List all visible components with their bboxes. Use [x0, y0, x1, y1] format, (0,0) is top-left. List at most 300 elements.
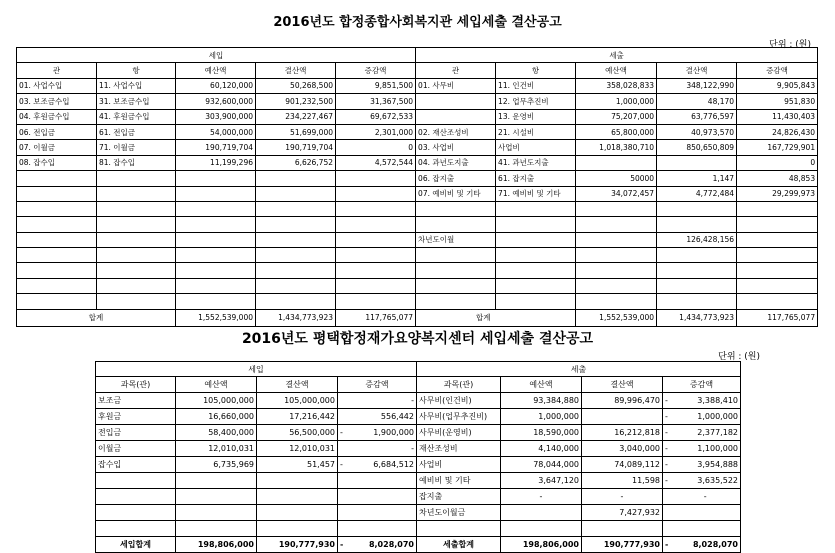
doc1-cell — [576, 232, 657, 247]
doc1-title: 2016년도 합정종합사회복지관 세입세출 결산공고 — [273, 15, 562, 30]
doc2-cell: - — [582, 489, 663, 505]
doc1-cell — [496, 278, 576, 293]
doc2-total-cell: 8,028,070 — [671, 537, 741, 553]
doc1-table-row — [17, 263, 818, 278]
doc2-cell: 후원금 — [96, 409, 176, 425]
doc1-cell — [256, 232, 336, 247]
doc1-cell — [336, 217, 416, 232]
doc2-total-cell: 8,028,070 — [346, 537, 417, 553]
doc2-cell — [338, 489, 346, 505]
doc2-cell — [257, 489, 338, 505]
doc1-cell — [737, 263, 818, 278]
doc2-cell — [96, 521, 176, 537]
doc1-cell — [416, 94, 496, 109]
doc2-cell: 1,100,000 — [671, 441, 741, 457]
doc1-cell: 75,207,000 — [576, 109, 657, 124]
doc1-cell — [336, 171, 416, 186]
doc1-cell: 13. 운영비 — [496, 109, 576, 124]
doc2-cell: 1,900,000 — [346, 425, 417, 441]
doc2-cell: - — [346, 393, 417, 409]
doc1-cell — [97, 248, 176, 263]
doc1-cell — [336, 248, 416, 263]
doc1-cell: 11,430,403 — [737, 109, 818, 124]
doc1-cell — [336, 201, 416, 216]
doc1-cell: 11,199,296 — [176, 155, 256, 170]
doc1-cell — [17, 186, 97, 201]
doc2-cell — [501, 521, 582, 537]
doc1-table-row — [17, 155, 818, 170]
doc1-total-cell: 합계 — [17, 309, 176, 326]
doc1-table-row — [17, 109, 818, 124]
doc2-cell — [257, 473, 338, 489]
doc1-cell: 61. 잡지출 — [496, 171, 576, 186]
doc1-section-header-row — [17, 48, 818, 63]
doc1-table-row — [17, 78, 818, 93]
doc2-col-header: 결산액 — [582, 377, 663, 393]
doc1-cell — [336, 186, 416, 201]
doc2-cell — [257, 505, 338, 521]
doc2-table-row — [96, 521, 741, 537]
doc2-cell: 89,996,470 — [582, 393, 663, 409]
doc1-cell — [17, 217, 97, 232]
doc1-cell — [496, 217, 576, 232]
doc2-cell — [582, 409, 663, 425]
doc1-cell: 54,000,000 — [176, 124, 256, 139]
doc1-cell: 6,626,752 — [256, 155, 336, 170]
doc1-col-header: 예산액 — [576, 63, 657, 78]
doc2-table-row — [96, 505, 741, 521]
doc2-cell — [663, 505, 671, 521]
doc2-cell: - — [671, 489, 741, 505]
doc2-cell: 차년도이월금 — [417, 505, 501, 521]
doc1-column-header-row — [17, 63, 818, 78]
doc1-total-row — [17, 309, 818, 326]
doc2-total-cell: 190,777,930 — [582, 537, 663, 553]
doc1-cell: 850,650,809 — [657, 140, 737, 155]
doc1-cell: 951,830 — [737, 94, 818, 109]
doc1-cell: 51,699,000 — [256, 124, 336, 139]
doc1-cell — [97, 201, 176, 216]
doc1-cell: 234,227,467 — [256, 109, 336, 124]
doc2-cell — [338, 505, 346, 521]
doc1-cell: 9,905,843 — [737, 78, 818, 93]
doc1-cell — [336, 263, 416, 278]
doc1-table-row — [17, 171, 818, 186]
doc1-total-cell: 117,765,077 — [336, 309, 416, 326]
doc1-cell: 901,232,500 — [256, 94, 336, 109]
doc2-total-cell: 198,806,000 — [501, 537, 582, 553]
doc1-cell — [17, 232, 97, 247]
doc1-col-header: 예산액 — [176, 63, 256, 78]
doc1-cell — [576, 248, 657, 263]
doc2-cell: 예비비 및 기타 — [417, 473, 501, 489]
doc2-cell — [338, 409, 346, 425]
doc2-cell: 1,000,000 — [501, 409, 582, 425]
doc2-col-header: 과목(관) — [96, 377, 176, 393]
doc1-cell: 04. 후원금수입 — [17, 109, 97, 124]
doc1-total-cell: 1,434,773,923 — [256, 309, 336, 326]
doc1-cell — [336, 232, 416, 247]
doc1-cell: 65,800,000 — [576, 124, 657, 139]
doc1-cell — [416, 294, 496, 309]
doc1-cell: 1,147 — [657, 171, 737, 186]
doc1-cell: 69,672,533 — [336, 109, 416, 124]
doc1-cell — [176, 278, 256, 293]
doc1-cell — [576, 278, 657, 293]
doc2-cell: - — [663, 441, 671, 457]
doc1-cell: 167,729,901 — [737, 140, 818, 155]
doc2-col-header: 결산액 — [257, 377, 338, 393]
doc1-cell — [17, 171, 97, 186]
doc1-cell — [416, 248, 496, 263]
doc1-cell: 34,072,457 — [576, 186, 657, 201]
doc2-cell: 105,000,000 — [176, 393, 257, 409]
doc2-cell: 이월금 — [96, 441, 176, 457]
doc1-cell: 31. 보조금수입 — [97, 94, 176, 109]
doc1-cell — [416, 109, 496, 124]
doc1-cell: 48,853 — [737, 171, 818, 186]
doc2-cell: - — [663, 393, 671, 409]
doc2-table — [95, 361, 741, 553]
doc1-cell: 81. 잡수입 — [97, 155, 176, 170]
doc2-table-row — [96, 425, 741, 441]
doc1-cell: 04. 과년도지출 — [416, 155, 496, 170]
doc2-cell: 6,684,512 — [346, 457, 417, 473]
doc2-cell: 재산조성비 — [417, 441, 501, 457]
doc1-cell — [657, 217, 737, 232]
doc1-cell: 41. 과년도지출 — [496, 155, 576, 170]
doc2-cell — [582, 521, 663, 537]
doc1-cell — [176, 186, 256, 201]
doc1-cell — [176, 217, 256, 232]
doc1-table-row — [17, 140, 818, 155]
doc1-cell: 126,428,156 — [657, 232, 737, 247]
doc2-cell: 3,040,000 — [582, 441, 663, 457]
doc1-cell — [97, 294, 176, 309]
doc2-column-header-row — [96, 377, 741, 393]
doc1-cell: 50,268,500 — [256, 78, 336, 93]
doc1-col-header: 항 — [97, 63, 176, 78]
doc2-cell: - — [663, 409, 671, 425]
doc1-cell — [176, 201, 256, 216]
doc1-cell: 02. 재산조성비 — [416, 124, 496, 139]
doc1-cell: 41. 후원금수입 — [97, 109, 176, 124]
doc2-table-row — [96, 393, 741, 409]
doc2-cell — [338, 473, 346, 489]
doc2-cell: 3,954,888 — [671, 457, 741, 473]
doc1-col-header: 증감액 — [336, 63, 416, 78]
doc1-cell — [576, 155, 657, 170]
doc2-col-header: 예산액 — [176, 377, 257, 393]
doc2-cell: 보조금 — [96, 393, 176, 409]
doc1-cell — [256, 217, 336, 232]
doc2-cell — [176, 473, 257, 489]
doc1-cell — [97, 171, 176, 186]
doc1-cell: 03. 보조금수입 — [17, 94, 97, 109]
doc1-cell: 50000 — [576, 171, 657, 186]
doc1-cell — [176, 263, 256, 278]
doc1-cell: 03. 사업비 — [416, 140, 496, 155]
doc2-cell: 사무비(업무추진비) — [417, 409, 501, 425]
doc1-cell: 190,719,704 — [176, 140, 256, 155]
doc1-cell: 48,170 — [657, 94, 737, 109]
doc2-cell — [96, 473, 176, 489]
doc1-cell: 71. 예비비 및 기타 — [496, 186, 576, 201]
doc1-table-row — [17, 217, 818, 232]
doc1-cell: 1,000,000 — [576, 94, 657, 109]
doc1-total-cell: 합계 — [416, 309, 576, 326]
doc2-cell: 556,442 — [346, 409, 417, 425]
doc1-cell: 0 — [737, 155, 818, 170]
doc2-cell — [671, 521, 741, 537]
doc1-cell: 2,301,000 — [336, 124, 416, 139]
doc1-cell — [256, 171, 336, 186]
doc1-table-row — [17, 278, 818, 293]
doc1-cell — [17, 278, 97, 293]
doc2-cell — [346, 489, 417, 505]
doc1-cell: 사업비 — [496, 140, 576, 155]
doc1-total-cell: 117,765,077 — [737, 309, 818, 326]
doc1-total-cell: 1,552,539,000 — [176, 309, 256, 326]
doc1-table-row — [17, 186, 818, 201]
doc1-cell — [657, 248, 737, 263]
doc2-cell: 16,660,000 — [176, 409, 257, 425]
doc2-cell: 4,140,000 — [501, 441, 582, 457]
doc1-cell — [17, 248, 97, 263]
doc1-cell — [17, 263, 97, 278]
doc2-cell — [417, 521, 501, 537]
doc2-unit: 단위 : (원) — [718, 352, 760, 362]
doc1-cell — [336, 278, 416, 293]
doc1-cell: 06. 잡지출 — [416, 171, 496, 186]
doc1-cell — [737, 248, 818, 263]
doc2-table-row — [96, 489, 741, 505]
doc1-cell: 932,600,000 — [176, 94, 256, 109]
doc2-cell: 12,010,031 — [257, 441, 338, 457]
doc1-cell — [737, 232, 818, 247]
doc1-total-cell: 1,552,539,000 — [576, 309, 657, 326]
doc1-cell — [256, 201, 336, 216]
doc1-cell: 4,772,484 — [657, 186, 737, 201]
doc2-cell: 17,216,442 — [257, 409, 338, 425]
doc1-table — [16, 47, 818, 327]
doc1-cell: 190,719,704 — [256, 140, 336, 155]
doc2-cell — [176, 505, 257, 521]
doc1-total-cell: 1,434,773,923 — [657, 309, 737, 326]
doc2-cell: 6,735,969 — [176, 457, 257, 473]
doc1-cell — [97, 263, 176, 278]
doc1-cell — [176, 171, 256, 186]
doc2-expense-header: 세출 — [417, 362, 741, 377]
doc1-cell: 11. 사업수입 — [97, 78, 176, 93]
doc1-cell: 31,367,500 — [336, 94, 416, 109]
doc2-table-row — [96, 457, 741, 473]
doc1-cell: 4,572,544 — [336, 155, 416, 170]
doc2-cell: 18,590,000 — [501, 425, 582, 441]
doc1-cell: 차년도이월 — [416, 232, 496, 247]
doc1-cell — [737, 294, 818, 309]
doc2-cell: 사업비 — [417, 457, 501, 473]
doc2-table-row — [96, 409, 741, 425]
doc1-cell — [496, 232, 576, 247]
doc1-cell: 07. 이월금 — [17, 140, 97, 155]
doc2-cell — [96, 505, 176, 521]
doc1-cell — [576, 201, 657, 216]
doc2-cell: 3,635,522 — [671, 473, 741, 489]
doc1-cell — [256, 294, 336, 309]
doc2-cell: 93,384,880 — [501, 393, 582, 409]
doc2-cell: 잡수입 — [96, 457, 176, 473]
doc2-cell: 잡지출 — [417, 489, 501, 505]
doc2-title: 2016년도 평택합정재가요양복지센터 세입세출 결산공고 — [241, 331, 594, 347]
doc1-cell — [176, 248, 256, 263]
doc2-col-header: 증감액 — [663, 377, 741, 393]
doc2-col-header: 예산액 — [501, 377, 582, 393]
doc1-cell: 60,120,000 — [176, 78, 256, 93]
doc1-table-row — [17, 124, 818, 139]
doc1-cell — [416, 263, 496, 278]
doc2-total-cell: 세출합계 — [417, 537, 501, 553]
doc1-col-header: 관 — [416, 63, 496, 78]
doc2-income-header: 세입 — [96, 362, 417, 377]
doc1-col-header: 결산액 — [657, 63, 737, 78]
doc1-cell — [496, 263, 576, 278]
doc2-cell — [257, 521, 338, 537]
doc2-col-header: 증감액 — [338, 377, 417, 393]
doc2-cell: 74,089,112 — [582, 457, 663, 473]
doc1-cell — [657, 294, 737, 309]
doc1-cell — [256, 263, 336, 278]
doc1-col-header: 관 — [17, 63, 97, 78]
doc2-total-cell: - — [338, 537, 346, 553]
doc1-cell — [416, 217, 496, 232]
doc2-cell: 56,500,000 — [257, 425, 338, 441]
doc2-total-cell: - — [663, 537, 671, 553]
doc2-table-row — [96, 473, 741, 489]
doc1-cell — [737, 201, 818, 216]
doc2-cell — [501, 505, 582, 521]
doc2-cell: - — [338, 457, 346, 473]
doc1-cell: 358,028,833 — [576, 78, 657, 93]
doc1-cell: 303,900,000 — [176, 109, 256, 124]
doc2-cell — [176, 489, 257, 505]
doc1-cell — [97, 278, 176, 293]
doc1-table-row — [17, 232, 818, 247]
doc2-cell — [671, 505, 741, 521]
doc2-cell: 11,598 — [582, 473, 663, 489]
doc1-col-header: 항 — [496, 63, 576, 78]
doc2-total-cell: 세입합계 — [96, 537, 176, 553]
doc2-col-header: 과목(관) — [417, 377, 501, 393]
doc2-cell: - — [346, 441, 417, 457]
doc2-total-cell: 190,777,930 — [257, 537, 338, 553]
doc1-table-row — [17, 248, 818, 263]
doc2-cell — [663, 489, 671, 505]
doc2-cell — [338, 521, 346, 537]
doc1-cell — [576, 217, 657, 232]
doc2-cell: 51,457 — [257, 457, 338, 473]
doc1-cell: 01. 사업수입 — [17, 78, 97, 93]
doc1-cell: 11. 인건비 — [496, 78, 576, 93]
doc1-cell — [97, 186, 176, 201]
doc1-cell — [256, 186, 336, 201]
doc2-cell: 105,000,000 — [257, 393, 338, 409]
doc1-cell: 21. 시설비 — [496, 124, 576, 139]
doc2-cell — [346, 521, 417, 537]
doc2-cell — [338, 393, 346, 409]
doc1-income-header: 세입 — [17, 48, 416, 63]
doc1-cell: 71. 이월금 — [97, 140, 176, 155]
doc2-cell: - — [663, 457, 671, 473]
doc2-cell: 16,212,818 — [582, 425, 663, 441]
doc1-table-row — [17, 201, 818, 216]
doc1-cell — [576, 263, 657, 278]
doc1-cell — [17, 201, 97, 216]
doc1-cell — [176, 294, 256, 309]
doc2-total-row — [96, 537, 741, 553]
doc1-cell — [17, 294, 97, 309]
doc1-cell: 63,776,597 — [657, 109, 737, 124]
doc1-cell: 24,826,430 — [737, 124, 818, 139]
doc1-cell — [657, 278, 737, 293]
doc2-cell — [176, 521, 257, 537]
doc1-cell: 9,851,500 — [336, 78, 416, 93]
doc1-cell: 06. 전입금 — [17, 124, 97, 139]
doc1-cell — [496, 201, 576, 216]
doc2-section-header-row — [96, 362, 741, 377]
doc1-cell — [496, 248, 576, 263]
doc1-cell: 08. 잡수입 — [17, 155, 97, 170]
doc1-col-header: 증감액 — [737, 63, 818, 78]
doc1-cell — [416, 278, 496, 293]
doc1-expense-header: 세출 — [416, 48, 818, 63]
doc2-cell — [96, 489, 176, 505]
doc1-cell — [576, 294, 657, 309]
doc2-cell — [338, 441, 346, 457]
doc2-cell: 1,000,000 — [671, 409, 741, 425]
doc2-cell: 3,388,410 — [671, 393, 741, 409]
doc1-table-row — [17, 294, 818, 309]
doc1-cell: 01. 사무비 — [416, 78, 496, 93]
doc2-cell — [663, 521, 671, 537]
doc1-cell — [256, 278, 336, 293]
doc1-cell: 1,018,380,710 — [576, 140, 657, 155]
doc1-cell — [737, 217, 818, 232]
doc1-cell: 0 — [336, 140, 416, 155]
doc1-cell — [256, 248, 336, 263]
doc1-cell — [657, 201, 737, 216]
doc1-col-header: 결산액 — [256, 63, 336, 78]
doc2-cell: 78,044,000 — [501, 457, 582, 473]
doc1-cell — [336, 294, 416, 309]
doc2-cell: 사무비(인건비) — [417, 393, 501, 409]
doc1-cell — [496, 294, 576, 309]
doc2-cell: 3,647,120 — [501, 473, 582, 489]
doc1-cell — [657, 155, 737, 170]
doc2-cell: 사무비(운영비) — [417, 425, 501, 441]
doc1-cell: 12. 업무추진비 — [496, 94, 576, 109]
doc1-cell: 40,973,570 — [657, 124, 737, 139]
doc2-cell — [346, 473, 417, 489]
doc2-cell: - — [663, 425, 671, 441]
doc2-cell: - — [501, 489, 582, 505]
doc1-cell: 07. 예비비 및 기타 — [416, 186, 496, 201]
doc1-unit: 단위 : (원) — [769, 40, 811, 50]
doc1-cell — [97, 217, 176, 232]
doc1-cell — [657, 263, 737, 278]
doc1-cell — [97, 232, 176, 247]
doc2-cell: 58,400,000 — [176, 425, 257, 441]
